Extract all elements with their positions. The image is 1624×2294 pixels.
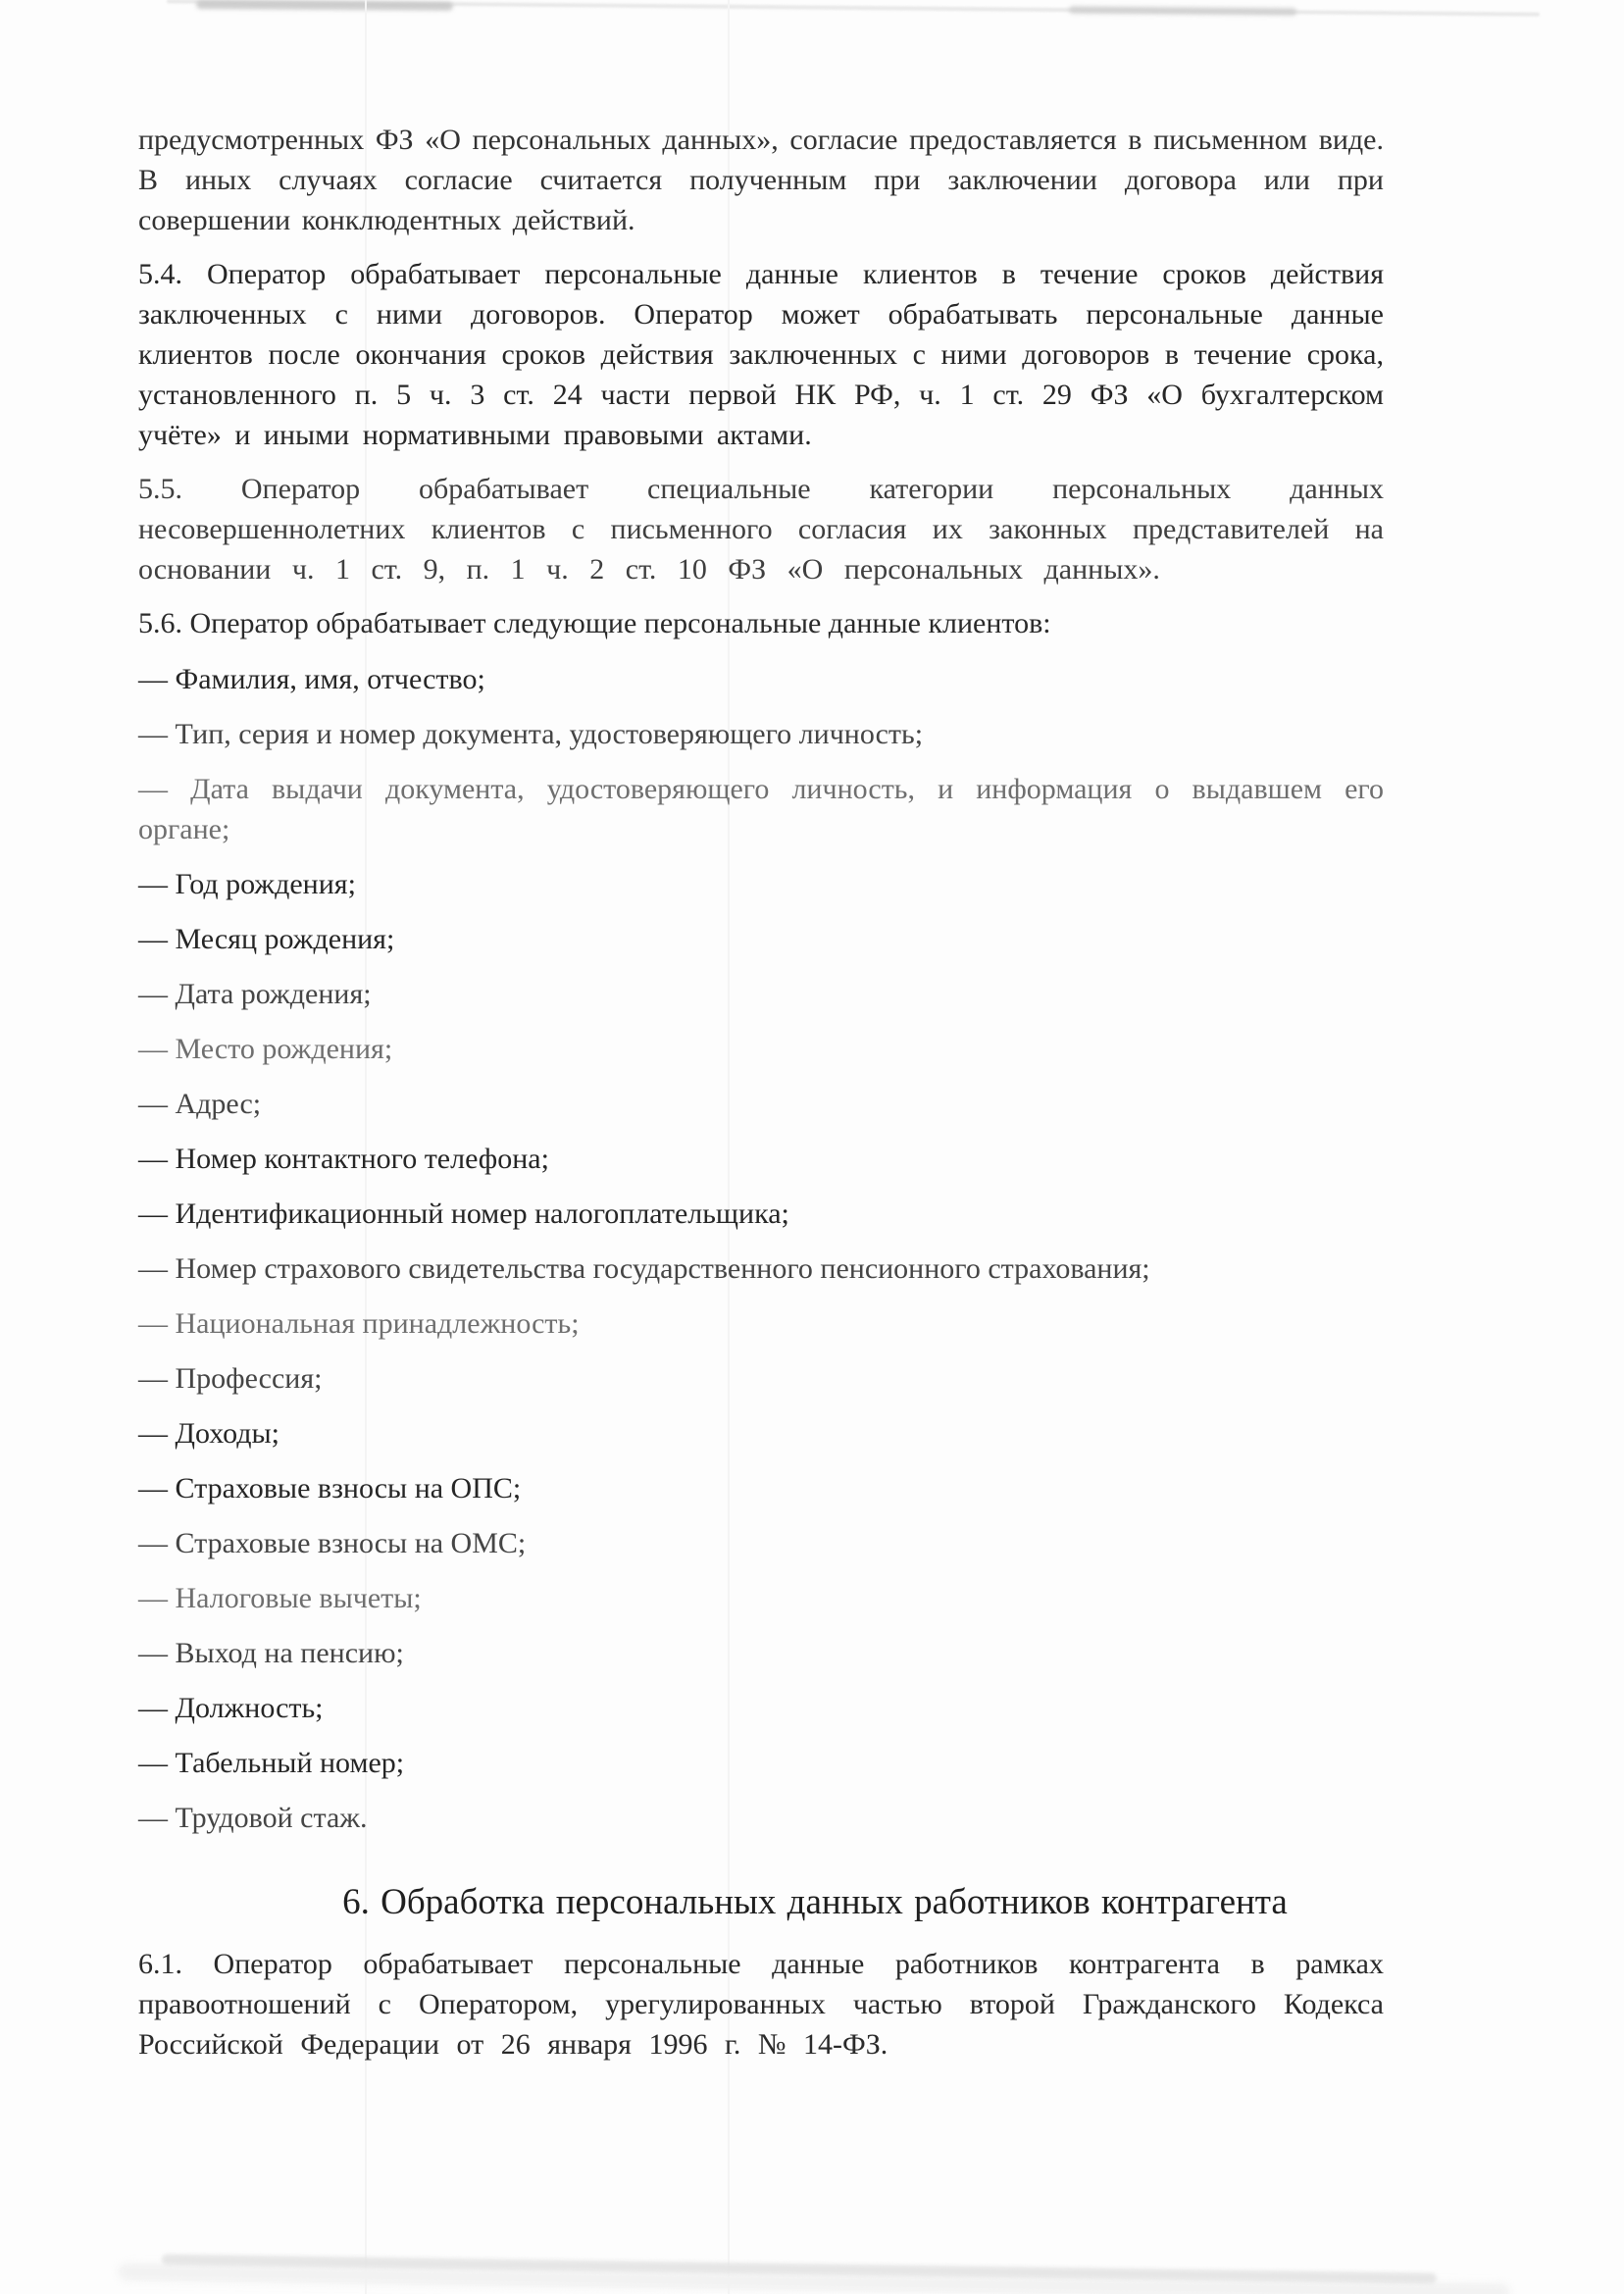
personal-data-item: — Табельный номер; — [138, 1747, 405, 1779]
personal-data-item: — Фамилия, имя, отчество; — [138, 663, 485, 695]
personal-data-item: — Идентификационный номер налогоплательщика; — [138, 1198, 789, 1230]
scan-smudge-top-mid — [1069, 6, 1296, 16]
paragraph-clause-5-4: 5.4. Оператор обрабатывает персональные данные клиентов в течение сроков действия заключенных с ними договоров. Оператор может обрабатывать персональные данные клиентов после окончания сроков действия заключенных с ними договоров в течение срока, установленного п. 5 ч. 3 ст. 24 части первой НК РФ, ч. 1 ст. 29 ФЗ «О бухгалтерском учёте» и иными нормативными правовыми актами. — [138, 258, 1384, 451]
personal-data-item: — Дата рождения; — [138, 978, 372, 1010]
personal-data-item: — Год рождения; — [138, 868, 356, 900]
personal-data-item: — Адрес; — [138, 1088, 262, 1120]
personal-data-item: — Тип, серия и номер документа, удостоверяющего личность; — [138, 718, 924, 750]
personal-data-item: — Выход на пенсию; — [138, 1637, 404, 1669]
personal-data-item: — Профессия; — [138, 1362, 323, 1395]
personal-data-item-line: — Дата выдачи документа, удостоверяющего личность, и информация о выдавшем его — [138, 773, 1384, 805]
personal-data-item: — Должность; — [138, 1692, 324, 1724]
personal-data-item: — Страховые взносы на ОПС; — [138, 1472, 522, 1504]
personal-data-item: — Налоговые вычеты; — [138, 1582, 422, 1614]
personal-data-item: — Номер контактного телефона; — [138, 1143, 549, 1175]
personal-data-item: — Национальная принадлежность; — [138, 1307, 580, 1340]
personal-data-item — [138, 769, 1384, 849]
paragraph-clause-6-1: 6.1. Оператор обрабатывает персональные данные работников контрагента в рамках правоотношений с Оператором, урегулированных частью второй Гражданского Кодекса Российской Федерации от 26 января 1996 г. № 14-ФЗ. — [138, 1948, 1384, 2061]
personal-data-item: — Место рождения; — [138, 1033, 393, 1065]
personal-data-item: — Номер страхового свидетельства государственного пенсионного страхования; — [138, 1252, 1150, 1285]
paragraph-intro-continuation: предусмотренных ФЗ «О персональных данных», согласие предоставляется в письменном виде. В иных случаях согласие считается полученным при заключении договора или при совершении конклюдентных действий. — [138, 124, 1384, 236]
document-body — [138, 120, 1384, 2078]
paragraph-clause-5-6: 5.6. Оператор обрабатывает следующие персональные данные клиентов: — [138, 607, 1051, 639]
personal-data-item: — Доходы; — [138, 1417, 279, 1450]
scan-smudge-top-left — [196, 0, 453, 11]
personal-data-item-line: органе; — [138, 813, 230, 845]
personal-data-item: — Страховые взносы на ОМС; — [138, 1527, 527, 1559]
paragraph-clause-5-5: 5.5. Оператор обрабатывает специальные категории персональных данных несовершеннолетних клиентов с письменного согласия их законных представителей на основании ч. 1 ст. 9, п. 1 ч. 2 ст. 10 ФЗ «О персональных данных». — [138, 473, 1384, 586]
personal-data-item: — Месяц рождения; — [138, 923, 395, 955]
section-6-heading: 6. Обработка персональных данных работников контрагента — [342, 1882, 1288, 1922]
personal-data-item: — Трудовой стаж. — [138, 1802, 368, 1834]
